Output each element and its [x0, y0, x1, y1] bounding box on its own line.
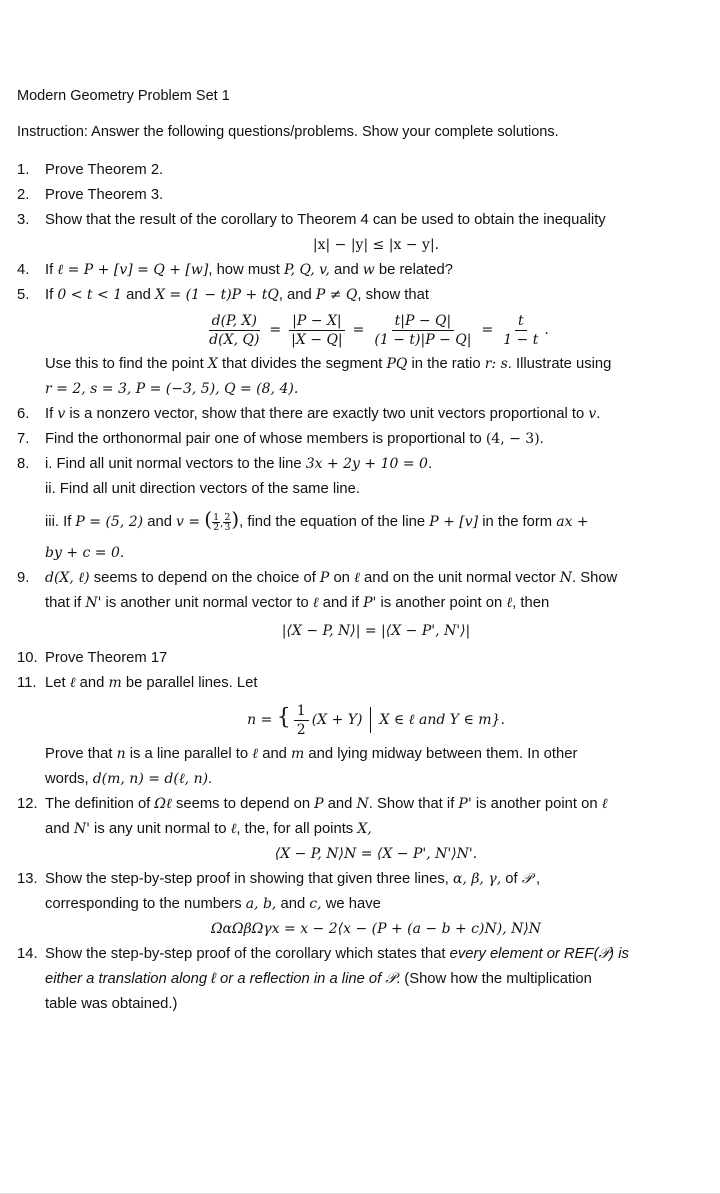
- text-fragment: ii. Find all unit direction vectors of the same line.: [45, 481, 360, 497]
- text-fragment: and: [329, 262, 363, 278]
- text-fragment: Show the step-by-step proof in showing that given three lines,: [45, 871, 453, 887]
- text-fragment: Prove that: [45, 746, 117, 762]
- text-fragment: If: [45, 287, 58, 303]
- text-fragment: and lying midway between them. In other: [304, 746, 578, 762]
- text-fragment: .: [539, 431, 544, 447]
- text-fragment: The definition of: [45, 796, 155, 812]
- math-fragment: ℓ: [312, 595, 319, 611]
- problem-number: 4.: [17, 262, 30, 278]
- problem-number: 10.: [17, 650, 38, 666]
- text-fragment: i. Find all unit normal vectors to the line: [45, 456, 306, 472]
- text-fragment: .: [596, 406, 601, 422]
- problem-number: 13.: [17, 871, 38, 887]
- problem-2: [17, 183, 707, 208]
- fraction: $\frac{t|P - Q|}{(1 - t)|P - Q|}$: [374, 312, 472, 348]
- vector-open-paren: (: [204, 507, 213, 531]
- math-fragment: c,: [309, 896, 322, 912]
- display-equation: |⟨X − P, N⟩| = |⟨X − P', N'⟩|: [281, 623, 471, 639]
- math-fragment: a, b,: [245, 896, 277, 912]
- math-fragment: P + [v]: [429, 514, 479, 530]
- instruction-text: Instruction: Answer the following questions/problems. Show your complete solutions.: [17, 124, 559, 140]
- math-fragment: P, Q, v,: [284, 262, 330, 278]
- problem-number: 7.: [17, 431, 30, 447]
- math-fragment: N: [559, 570, 572, 586]
- math-fragment: r = 2, s = 3, P = (−3, 5), Q = (8, 4).: [45, 381, 299, 397]
- problem-4: [17, 258, 707, 283]
- fraction: $\frac{d(P, X)}{d(X, Q)}$: [209, 312, 260, 348]
- problem-12: [17, 792, 707, 867]
- text-fragment: we have: [321, 896, 381, 912]
- text-fragment: and: [258, 746, 292, 762]
- fraction: $\frac{2}{3}$: [224, 511, 231, 533]
- math-fragment: d(m, n) = d(ℓ, n): [92, 771, 209, 787]
- math-fragment: (4, − 3): [485, 431, 540, 447]
- text-fragment: , then: [512, 595, 550, 611]
- math-fragment: N': [73, 821, 90, 837]
- italic-fragment: every element or REF(𝒫) is: [449, 946, 629, 962]
- math-fragment: ℓ: [506, 595, 513, 611]
- text-fragment: .: [427, 456, 433, 472]
- text-fragment: is a nonzero vector, show that there are exactly two unit vectors proportional to: [65, 406, 589, 422]
- italic-fragment: either a translation along ℓ or a reflection in a line of 𝒫: [45, 971, 397, 987]
- problem-7: [17, 427, 707, 452]
- math-fragment: v: [588, 406, 597, 422]
- math-fragment: ℓ: [252, 746, 259, 762]
- problem-9: [17, 566, 707, 646]
- problem-number: 14.: [17, 946, 38, 962]
- text-fragment: If: [45, 262, 58, 278]
- math-fragment: v =: [176, 514, 201, 530]
- math-fragment: P': [363, 595, 377, 611]
- text-fragment: and on the unit normal vector: [359, 570, 560, 586]
- text-fragment: table was obtained.): [45, 996, 178, 1012]
- display-equation: n = { $\frac{1}{2}$ (X + Y) X ∈ ℓ and Y ∈ m}.: [247, 702, 505, 738]
- problem-11: [17, 671, 707, 792]
- text-fragment: that if: [45, 595, 86, 611]
- math-fragment: N': [85, 595, 102, 611]
- text-fragment: is another unit normal vector to: [101, 595, 313, 611]
- text-fragment: seems to depend on: [171, 796, 315, 812]
- math-fragment: X: [207, 356, 218, 372]
- math-fragment: ax +: [556, 514, 589, 530]
- text-fragment: , the, for all points: [236, 821, 358, 837]
- text-fragment: and: [122, 287, 155, 303]
- text-fragment: and: [276, 896, 310, 912]
- math-fragment: P': [458, 796, 472, 812]
- math-fragment: PQ: [386, 356, 408, 372]
- display-equation: |x| − |y| ≤ |x − y|.: [312, 237, 440, 253]
- math-fragment: v: [57, 406, 66, 422]
- problem-text: Prove Theorem 17: [45, 650, 168, 666]
- set-open-brace: {: [276, 705, 291, 730]
- text-fragment: is a line parallel to: [125, 746, 253, 762]
- problem-number: 2.: [17, 187, 30, 203]
- math-fragment: n: [116, 746, 126, 762]
- math-fragment: w: [362, 262, 375, 278]
- text-fragment: and: [323, 796, 357, 812]
- text-fragment: .: [208, 771, 213, 787]
- text-fragment: . Illustrate using: [507, 356, 612, 372]
- text-fragment: iii. If: [45, 514, 76, 530]
- problem-13: [17, 867, 707, 942]
- text-fragment: is another point on: [376, 595, 507, 611]
- text-fragment: and: [75, 675, 109, 691]
- text-fragment: be related?: [374, 262, 453, 278]
- math-fragment: P: [314, 796, 324, 812]
- text-fragment: words,: [45, 771, 93, 787]
- math-fragment: by + c = 0.: [45, 545, 125, 561]
- problem-number: 5.: [17, 287, 30, 303]
- text-fragment: Use this to find the point: [45, 356, 208, 372]
- text-fragment: and if: [318, 595, 364, 611]
- math-fragment: 3x + 2y + 10 = 0: [305, 456, 428, 472]
- display-equation: $\frac{d(P, X)}{d(X, Q)}$ = $\frac{|P - X|}{|X - Q|}$ = $\frac{t|P - Q|}{(1 - t)|P - Q|}$ = $\frac{t}{1 - t}$ .: [45, 308, 707, 352]
- problem-number: 3.: [17, 212, 30, 228]
- math-fragment: 0 < t < 1: [57, 287, 123, 303]
- vector-close-paren: ): [231, 507, 240, 531]
- text-fragment: and: [45, 821, 74, 837]
- text-fragment: on: [329, 570, 355, 586]
- problem-1: [17, 158, 707, 183]
- text-fragment: of: [501, 871, 522, 887]
- math-fragment: m: [108, 675, 122, 691]
- math-fragment: α, β, γ,: [452, 871, 502, 887]
- math-fragment: d(X, ℓ): [45, 570, 90, 586]
- math-fragment: ℓ: [601, 796, 608, 812]
- math-fragment: ℓ: [354, 570, 360, 586]
- text-fragment: seems to depend on the choice of: [89, 570, 320, 586]
- text-fragment: and: [143, 514, 177, 530]
- set-separator-bar: [370, 707, 371, 733]
- text-fragment: , and: [278, 287, 316, 303]
- problem-number: 6.: [17, 406, 30, 422]
- document-title: Modern Geometry Problem Set 1: [17, 88, 230, 104]
- math-fragment: P = (5, 2): [75, 514, 144, 530]
- math-fragment: N: [356, 796, 369, 812]
- text-fragment: , how must: [208, 262, 284, 278]
- fraction: $\frac{1}{2}$: [213, 511, 220, 533]
- text-fragment: in the ratio: [407, 356, 485, 372]
- math-fragment: ℓ: [230, 821, 237, 837]
- text-fragment: Show the step-by-step proof of the corollary which states that: [45, 946, 450, 962]
- display-equation: ⟨X − P, N⟩N = ⟨X − P', N'⟩N'.: [274, 846, 478, 862]
- math-fragment: ℓ = P + [v] = Q + [w]: [57, 262, 209, 278]
- math-fragment: m: [291, 746, 305, 762]
- problem-number: 12.: [17, 796, 38, 812]
- text-fragment: . Show that if: [368, 796, 459, 812]
- text-fragment: Find the orthonormal pair one of whose members is proportional to: [45, 431, 486, 447]
- problem-14: [17, 942, 707, 1017]
- text-fragment: , show that: [357, 287, 429, 303]
- math-fragment: P: [319, 570, 330, 586]
- text-fragment: is any unit normal to: [89, 821, 231, 837]
- problem-list: [17, 158, 707, 1017]
- fraction: $\frac{1}{2}$: [294, 702, 309, 739]
- problem-text: Show that the result of the corollary to Theorem 4 can be used to obtain the inequality: [45, 212, 606, 228]
- fraction: $\frac{t}{1 - t}$: [503, 312, 539, 348]
- text-fragment: that divides the segment: [217, 356, 387, 372]
- text-fragment: . Show: [572, 570, 618, 586]
- problem-6: [17, 402, 707, 427]
- text-fragment: If: [45, 406, 58, 422]
- problem-text: Prove Theorem 2.: [45, 162, 164, 178]
- fraction: $\frac{|P - X|}{|X - Q|}$: [291, 312, 343, 348]
- text-fragment: corresponding to the numbers: [45, 896, 246, 912]
- problem-number: 8.: [17, 456, 30, 472]
- math-fragment: r: s: [484, 356, 508, 372]
- math-fragment: 𝒫: [521, 871, 532, 887]
- problem-3: [17, 208, 707, 258]
- text-fragment: Let: [45, 675, 70, 691]
- text-fragment: . (Show how the multiplication: [396, 971, 592, 987]
- problem-text: Prove Theorem 3.: [45, 187, 164, 203]
- math-fragment: ℓ: [69, 675, 76, 691]
- problem-10: [17, 646, 707, 671]
- problem-number: 11.: [17, 675, 37, 691]
- math-fragment: X,: [357, 821, 372, 837]
- text-fragment: be parallel lines. Let: [121, 675, 258, 691]
- math-fragment: Ωℓ: [154, 796, 172, 812]
- problem-number: 1.: [17, 162, 30, 178]
- math-fragment: X = (1 − t)P + tQ: [154, 287, 279, 303]
- display-equation: ΩαΩβΩγx = x − 2⟨x − (P + (a − b + c)N), N⟩N: [210, 921, 542, 937]
- problem-8: 8. i. Find all unit normal vectors to the line 3x + 2y + 10 = 0. ii. Find all unit direction vectors of the same line. iii. If P = (5, 2) and v = ( $\frac{1}{2}$ , $\frac{2}{3}$ ), find the equation of the line P + [v] in the form ax + by + c = 0.: [17, 452, 707, 566]
- text-fragment: is another point on: [471, 796, 602, 812]
- text-fragment: ,: [531, 871, 541, 887]
- problem-number: 9.: [17, 570, 30, 586]
- text-fragment: in the form: [478, 514, 557, 530]
- text-fragment: , find the equation of the line: [239, 514, 430, 530]
- problem-5: [17, 283, 707, 402]
- math-fragment: P ≠ Q: [315, 287, 358, 303]
